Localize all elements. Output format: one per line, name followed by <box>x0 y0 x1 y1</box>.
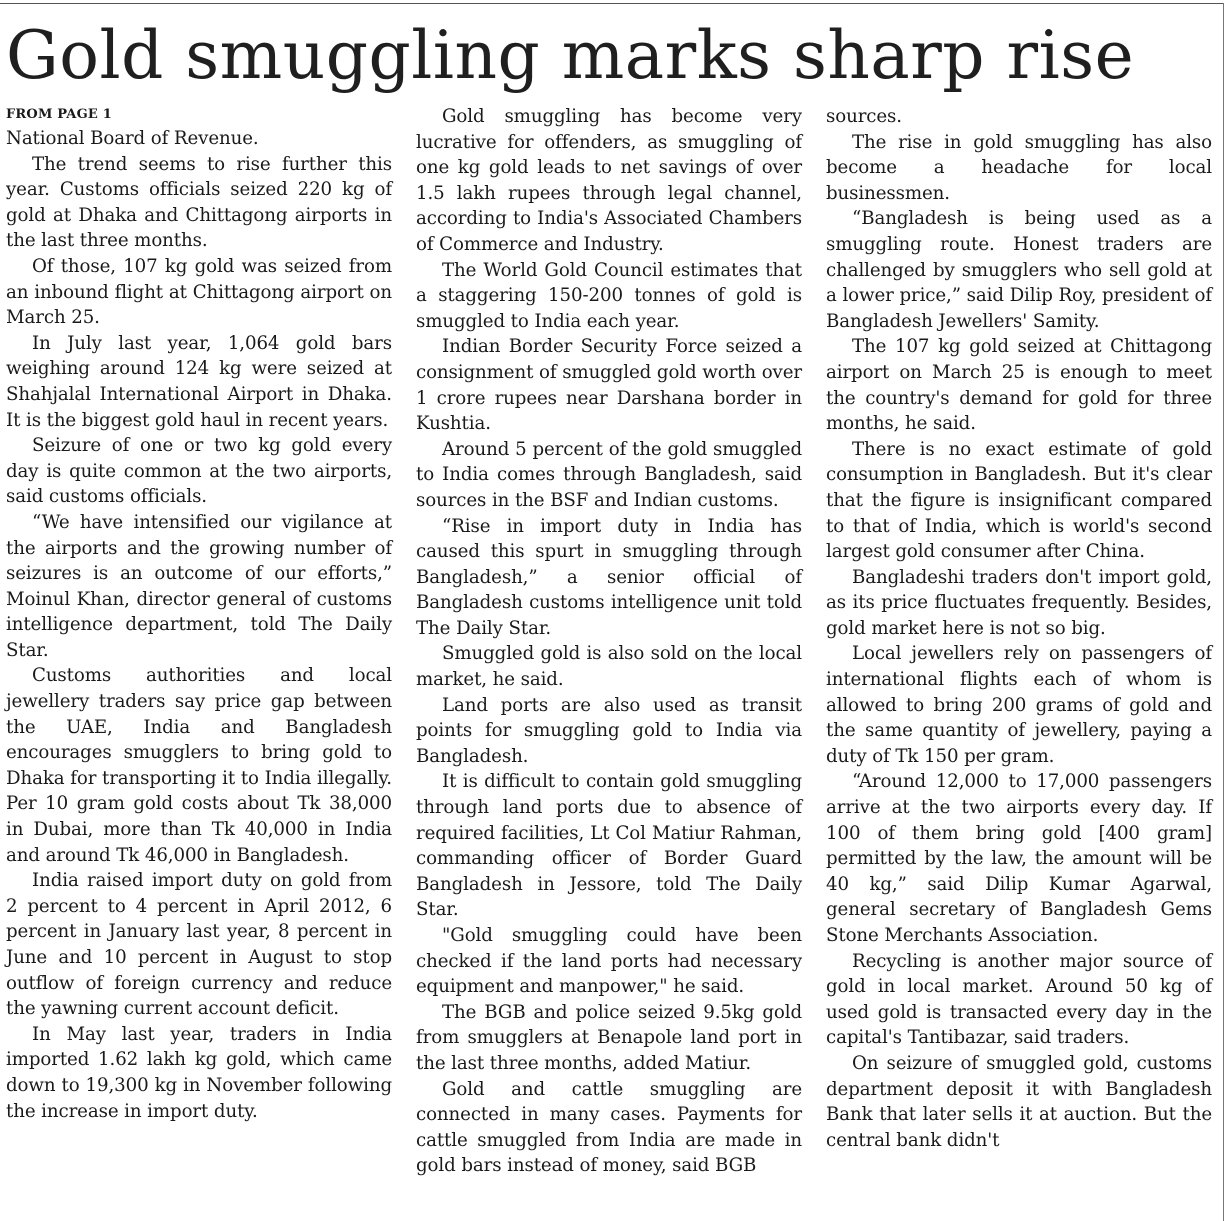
paragraph: Gold and cattle smuggling are connected in many cases. Payments for cattle smuggled from India are made in gold bars instead of money, said BGB <box>416 1078 802 1177</box>
paragraph: India raised import duty on gold from 2 percent to 4 percent in April 2012, 6 percent in January last year, 8 percent in June and 10 percent in August to stop outflow of foreign currency and reduce the yawning current account deficit. <box>6 870 392 1020</box>
paragraph: Around 5 percent of the gold smuggled to India comes through Bangladesh, said sources in the BSF and Indian customs. <box>416 438 802 511</box>
article-column-2 <box>416 104 802 1179</box>
paragraph: The BGB and police seized 9.5kg gold from smugglers at Benapole land port in the last three months, added Matiur. <box>416 1001 802 1074</box>
paragraph: The trend seems to rise further this year. Customs officials seized 220 kg of gold at Dhaka and Chittagong airports in the last three months. <box>6 153 392 252</box>
right-rule <box>1223 3 1224 1221</box>
paragraph: Recycling is another major source of gold in local market. Around 50 kg of used gold is transacted every day in the capital's Tantibazar, said traders. <box>826 950 1212 1049</box>
paragraph: In July last year, 1,064 gold bars weighing around 124 kg were seized at Shahjalal International Airport in Dhaka. It is the biggest gold haul in recent years. <box>6 332 392 431</box>
paragraph: The World Gold Council estimates that a staggering 150-200 tonnes of gold is smuggled to India each year. <box>416 259 802 332</box>
paragraph: Indian Border Security Force seized a consignment of smuggled gold worth over 1 crore rupees near Darshana border in Kushtia. <box>416 336 802 435</box>
article-column-3 <box>826 104 1212 1153</box>
paragraph: In May last year, traders in India imported 1.62 lakh kg gold, which came down to 19,300 kg in November following the increase in import duty. <box>6 1023 392 1122</box>
paragraph: Smuggled gold is also sold on the local market, he said. <box>416 643 802 691</box>
paragraph: sources. <box>826 106 902 127</box>
paragraph: “Around 12,000 to 17,000 passengers arrive at the two airports every day. If 100 of them bring gold [400 gram] permitted by the law, the amount will be 40 kg,” said Dilip Kumar Agarwal, general secretary of Bangladesh Gems Stone Merchants Association. <box>826 771 1212 946</box>
paragraph: There is no exact estimate of gold consumption in Bangladesh. But it's clear that the figure is insignificant compared to that of India, which is world's second largest gold consumer after China. <box>826 438 1212 563</box>
paragraph: Customs authorities and local jewellery traders say price gap between the UAE, India and Bangladesh encourages smugglers to bring gold to Dhaka for transporting it to India illegally. Per 10 gram gold costs about Tk 38,000 in Dubai, more than Tk 40,000 in India and around Tk 46,000 in Bangladesh. <box>6 665 392 866</box>
article-column-1 <box>6 104 392 1124</box>
paragraph: National Board of Revenue. <box>6 128 259 149</box>
paragraph: “Rise in import duty in India has caused this spurt in smuggling through Bangladesh,” a senior official of Bangladesh customs intelligence unit told The Daily Star. <box>416 515 802 639</box>
paragraph: Seizure of one or two kg gold every day is quite common at the two airports, said customs officials. <box>6 435 392 508</box>
paragraph: The 107 kg gold seized at Chittagong airport on March 25 is enough to meet the country's demand for gold for three months, he said. <box>826 336 1212 435</box>
paragraph: “Bangladesh is being used as a smuggling route. Honest traders are challenged by smugglers who sell gold at a lower price,” said Dilip Roy, president of Bangladesh Jewellers' Samity. <box>826 208 1212 332</box>
paragraph: On seizure of smuggled gold, customs department deposit it with Bangladesh Bank that later sells it at auction. But the central bank didn't <box>826 1052 1212 1151</box>
paragraph: “We have intensified our vigilance at the airports and the growing number of seizures is an outcome of our efforts,” Moinul Khan, director general of customs intelligence department, told The Daily Star. <box>6 511 392 661</box>
paragraph: Bangladeshi traders don't import gold, as its price fluctuates frequently. Besides, gold market here is not so big. <box>826 566 1212 639</box>
paragraph: The rise in gold smuggling has also become a headache for local businessmen. <box>826 131 1212 204</box>
kicker: FROM PAGE 1 <box>6 107 112 122</box>
paragraph: "Gold smuggling could have been checked if the land ports had necessary equipment and manpower," he said. <box>416 925 802 998</box>
headline: Gold smuggling marks sharp rise <box>6 17 1135 94</box>
paragraph: Land ports are also used as transit points for smuggling gold to India via Bangladesh. <box>416 694 802 767</box>
paragraph: Of those, 107 kg gold was seized from an inbound flight at Chittagong airport on March 25. <box>6 255 392 329</box>
paragraph: It is difficult to contain gold smuggling through land ports due to absence of required facilities, Lt Col Matiur Rahman, commanding officer of Border Guard Bangladesh in Jessore, told The Daily Star. <box>416 771 802 921</box>
paragraph: Local jewellers rely on passengers of international flights each of whom is allowed to bring 200 grams of gold and the same quantity of jewellery, paying a duty of Tk 150 per gram. <box>826 643 1212 767</box>
paragraph: Gold smuggling has become very lucrative for offenders, as smuggling of one kg gold leads to net savings of over 1.5 lakh rupees through legal channel, according to India's Associated Chambers of Commerce and Industry. <box>416 106 802 255</box>
top-rule <box>0 3 1224 4</box>
